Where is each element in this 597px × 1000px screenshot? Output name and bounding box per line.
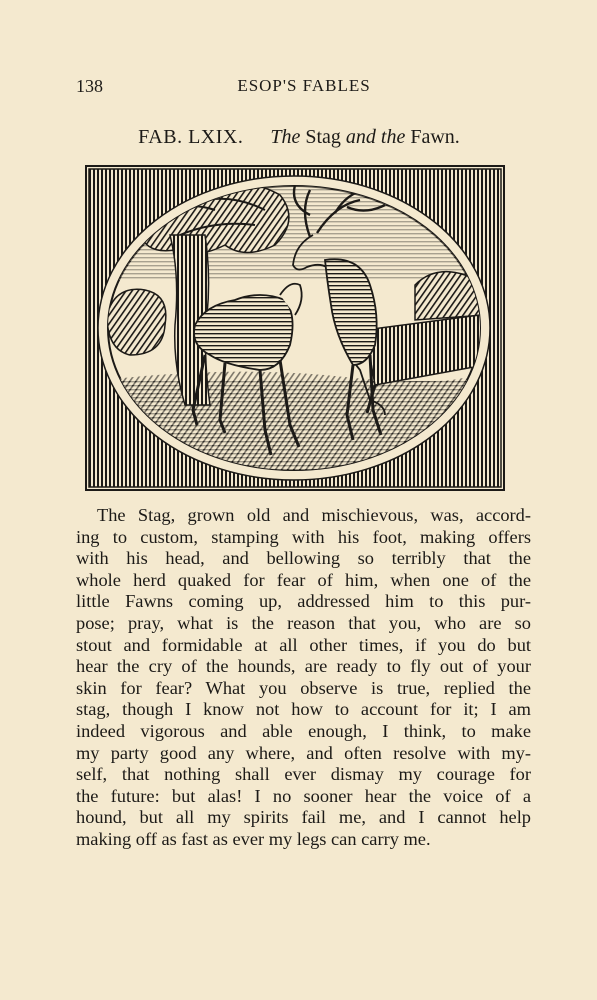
text-line: ing to custom, stamping with his foot, making offers <box>76 526 531 547</box>
text-line: stag, though I know not how to account for it; I am <box>76 699 531 720</box>
fable-heading <box>60 126 538 149</box>
fable-number: FAB. LXIX. <box>138 126 244 148</box>
text-line: The Stag, grown old and mischievous, was, accord- <box>97 505 531 525</box>
text-line: stout and formidable at all other times, if you do but <box>76 634 531 655</box>
text-line: the future: but alas! I no sooner hear the voice of a <box>76 785 531 806</box>
text-line: skin for fear? What you observe is true, replied the <box>76 677 531 698</box>
page-number: 138 <box>76 76 103 96</box>
text-line: self, that nothing shall ever dismay my courage for <box>76 764 531 785</box>
fable-title-the: The <box>270 126 301 148</box>
text-line: indeed vigorous and able enough, I think, to make <box>76 720 531 741</box>
running-title: ESOP'S FABLES <box>237 76 371 95</box>
text-line: little Fawns coming up, addressed him to this pur- <box>76 591 531 612</box>
text-line: making off as fast as ever my legs can carry me. <box>76 828 431 849</box>
woodcut-illustration <box>85 165 505 491</box>
text-line: my party good any where, and often resolve with my- <box>76 742 531 763</box>
fable-text <box>76 505 531 851</box>
fable-title-and: and <box>345 126 376 148</box>
text-line: hear the cry of the hounds, are ready to fly out of your <box>76 656 531 677</box>
text-line: hound, but all my spirits fail me, and I cannot help <box>76 807 531 828</box>
running-head <box>76 76 532 98</box>
fable-title-stag: Stag <box>305 126 341 148</box>
text-line: with his head, and bellowing so terribly that the <box>76 548 531 569</box>
text-line: pose; pray, what is the reason that you, who are so <box>76 612 531 633</box>
fable-title-the2: the <box>380 126 406 148</box>
fable-title-fawn: Fawn. <box>410 126 460 148</box>
text-line: whole herd quaked for fear of him, when one of the <box>76 569 531 590</box>
